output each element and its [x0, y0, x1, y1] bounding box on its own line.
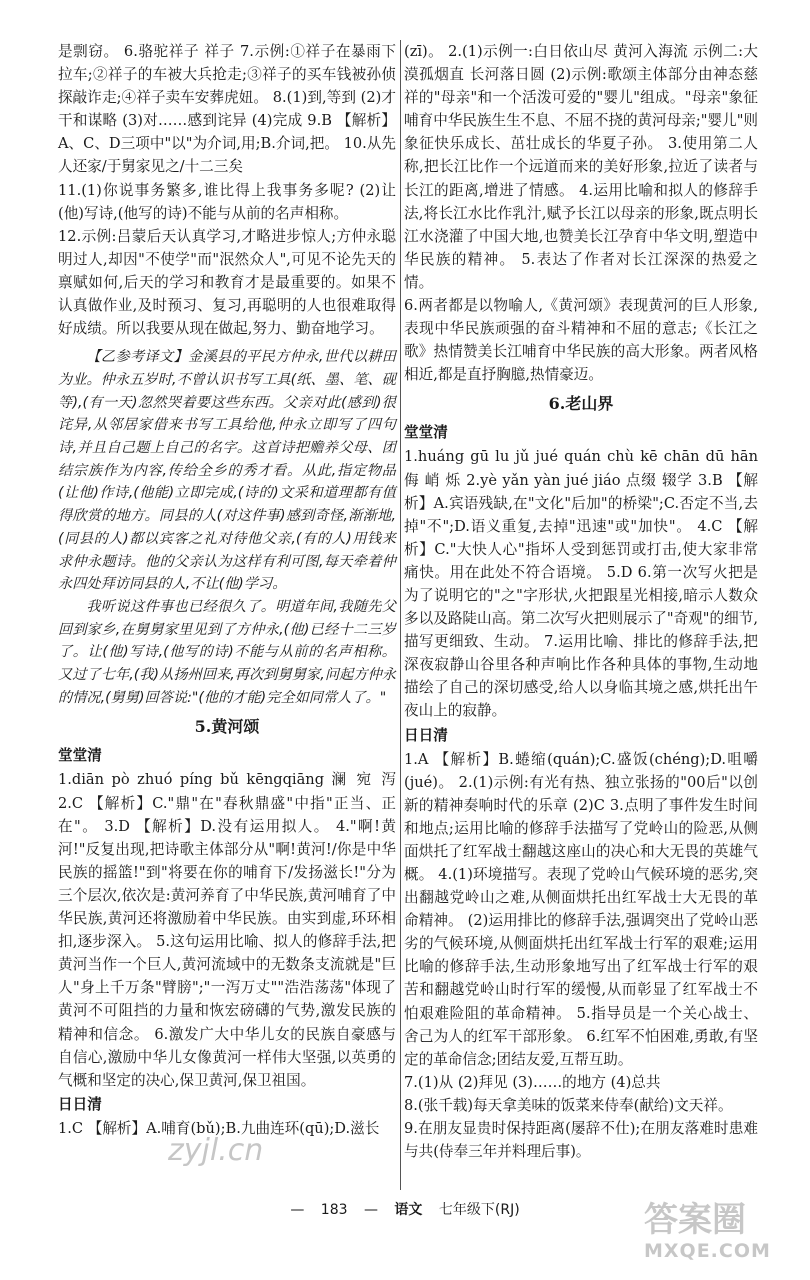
answer-paragraph: 9.在朋友显贵时保持距离(屡辞不仕);在朋友落难时患难与共(侍奉三年并料理后事)。 [404, 1120, 758, 1161]
page-number: 183 [320, 1202, 348, 1218]
watermark-right [644, 1200, 784, 1274]
footer-subject: 语文 [394, 1202, 423, 1218]
watermark-logo-text: 答案圈 [644, 1200, 746, 1240]
footer-dash: — [363, 1202, 378, 1218]
translation-paragraph: 【乙参考译文】金溪县的平民方仲永,世代以耕田为业。仲永五岁时,不曾认识书写工具(纸、墨、笔、砚等),(有一天)忽然哭着要这些东西。父亲对此(感到)很诧异,从邻居家借来书写工具给他,仲永立即写了四句诗,并且自己题上自己的名字。这首诗把赡养父母、团结宗族作为内容,传给全乡的秀才看。从此,指定物品(让他)作诗,(他能)立即完成,(诗的)文采和道理都有值得欣赏的地方。同县的人(对这件事)感到奇怪,渐渐地,(同县的人)都以宾客之礼对待他父亲,(有的人)用钱来求仲永题诗。他的父亲认为这样有利可图,每天牵着仲永四处拜访同县的人,不让(他)学习。 [58, 349, 396, 593]
answer-paragraph: 6.两者都是以物喻人,《黄河颂》表现黄河的巨人形象,表现中华民族顽强的奋斗精神和不屈的意志;《长江之歌》热情赞美长江哺育中华民族的高大形象。两者风格相近,都是直抒胸臆,热情豪迈。 [404, 297, 758, 384]
column-divider [400, 40, 401, 1190]
footer-dash: — [290, 1202, 305, 1218]
left-column [58, 40, 396, 1140]
subheading-tangtangqing: 堂堂清 [404, 424, 448, 442]
answer-paragraph: 1.diān pò zhuó píng bǔ kēngqiāng 澜 宛 泻 2.C 【解析】C."鼎"在"春秋鼎盛"中指"正当、正在"。 3.D 【解析】D.没有运用拟人。 4."啊!黄河!"反复出现,把诗歌主体部分从"啊!黄河!/你是中华民族的摇篮!"到"将要在你的哺育下/发扬滋长!"分为三个层次,依次是:黄河养育了中华民族,黄河哺育了中华民族,黄河还将激励着中华民族。由实到虚,环环相扣,逐步深入。 5.这句运用比喻、拟人的修辞手法,把黄河当作一个巨人,黄河流域中的无数条支流就是"巨人"身上千万条"臂膀";"一泻万丈""浩浩荡荡"体现了黄河不可阻挡的力量和恢宏磅礴的气势,激发民族的精神和信念。 6.激发广大中华儿女的民族自豪感与自信心,激励中华儿女像黄河一样伟大坚强,以英勇的气概和坚定的决心,保卫黄河,保卫祖国。 [58, 771, 396, 1089]
translation-paragraph: 我听说这件事也已经很久了。明道年间,我随先父回到家乡,在舅舅家里见到了方仲永,(他)已经十二三岁了。让(他)写诗,(他写的诗)不能与从前的名声相称。又过了七年,(我)从扬州回来,再次到舅舅家,问起方仲永的情况,(舅舅)回答说:"(他的才能)完全如同常人了。" [58, 598, 396, 706]
answer-paragraph: 是剽窃。 6.骆驼祥子 祥子 7.示例:①祥子在暴雨下拉车;②祥子的车被大兵抢走;③祥子的买车钱被孙侦探敲诈走;④祥子卖车安葬虎妞。 8.(1)到,等到 (2)才干和谋略 (3)对……感到诧异 (4)完成 9.B 【解析】A、C、D三项中"以"为介词,用;B.介词,把。 10.从先人还家/于舅家见之/十二三矣 [58, 43, 396, 176]
answer-paragraph: 11.(1)你说事务繁多,谁比得上我事务多呢? (2)让(他)写诗,(他写的诗)不能与从前的名声相称。 [58, 181, 396, 222]
answer-paragraph: 1.C 【解析】A.哺育(bǔ);B.九曲连环(qū);D.滋长 [58, 1119, 380, 1137]
right-column [404, 40, 758, 1163]
watermark-url: MXQE.COM [644, 1240, 771, 1262]
answer-paragraph: 1.huáng gū lu jǔ jué quán chù kē chān dū hān 侮 峭 烁 2.yè yǎn yàn jué jiáo 点缀 辍学 3.B 【解析】A.宾语残缺,在"文化"后加"的桥梁";C.否定不当,去掉"不";D.语义重复,去掉"迅速"或"加快"。 4.C 【解析】C."大快人心"指坏人受到惩罚或打击,使大家非常痛快。用在此处不符合语境。 5.D 6.第一次写火把是为了说明它的"之"字形状,火把跟星光相接,暗示人数众多以及路陡山高。第二次写火把则展示了"奇观"的细节,描写更细致、生动。 7.运用比喻、排比的修辞手法,把深夜寂静山谷里各种声响比作各种具体的事物,生动地描绘了自己的深切感受,给人以身临其境之感,烘托出午夜山上的寂静。 [404, 448, 758, 720]
footer-grade: 七年级下(RJ) [438, 1202, 520, 1218]
subheading-tangtangqing: 堂堂清 [58, 747, 102, 765]
answer-paragraph: 12.示例:吕蒙后天认真学习,才略进步惊人;方仲永聪明过人,却因"不使学"而"泯然众人",可见不论先天的禀赋如何,后天的学习和教育才是最重要的。如果不认真做作业,及时预习、复习,再聪明的人也很难取得好成绩。所以我要从现在做起,努力、勤奋地学习。 [58, 227, 396, 338]
subheading-ririqing: 日日清 [58, 1095, 102, 1113]
watermark-left: zyjl.cn [168, 1133, 264, 1168]
subheading-ririqing: 日日清 [404, 726, 448, 744]
answer-paragraph: 8.(张千载)每天拿美味的饭菜来侍奉(献给)文天祥。 [404, 1096, 733, 1114]
section-title-5: 5.黄河颂 [194, 717, 260, 737]
answer-paragraph: 7.(1)从 (2)拜见 (3)……的地方 (4)总共 [404, 1073, 661, 1091]
answer-paragraph: (zī)。 2.(1)示例一:白日依山尽 黄河入海流 示例二:大漠孤烟直 长河落日圆 (2)示例:歌颂主体部分由神态慈祥的"母亲"和一个活泼可爱的"婴儿"组成。"母亲"象征哺育中华民族生生不息、不屈不挠的黄河母亲;"婴儿"则象征快乐成长、茁壮成长的华夏子孙。 3.使用第二人称,把长江比作一个远道而来的美好形象,拉近了读者与长江的距离,增进了情感。 4.运用比喻和拟人的修辞手法,将长江水比作乳汁,赋予长江以母亲的形象,既点明长江水浇灌了中国大地,也赞美长江孕育中华文明,塑造中华民族的精神。 5.表达了作者对长江深深的热爱之情。 [404, 43, 759, 291]
answer-paragraph: 1.A 【解析】B.蜷缩(quán);C.盛饭(chéng);D.咀嚼(jué)。 2.(1)示例:有光有热、独立张扬的"00后"以创新的精神奏响时代的乐章 (2)C 3.点明了事件发生时间和地点;运用比喻的修辞手法描写了党岭山的险恶,从侧面烘托了红军战士翻越这座山的决心和大无畏的英雄气概。 4.(1)环境描写。表现了党岭山气候环境的恶劣,突出翻越党岭山之难,从侧面烘托出红军战士大无畏的革命精神。 (2)运用排比的修辞手法,强调突出了党岭山恶劣的气候环境,从侧面烘托出红军战士行军的艰难;运用比喻的修辞手法,生动形象地写出了红军战士行军的艰苦和翻越党岭山时行军的缓慢,从而彰显了红军战士不怕艰难险阻的革命精神。 5.指导员是一个关心战士、舍己为人的红军干部形象。 6.红军不怕困难,勇敢,有坚定的革命信念;团结友爱,互帮互助。 [404, 750, 758, 1068]
section-title-6: 6.老山界 [548, 394, 614, 414]
